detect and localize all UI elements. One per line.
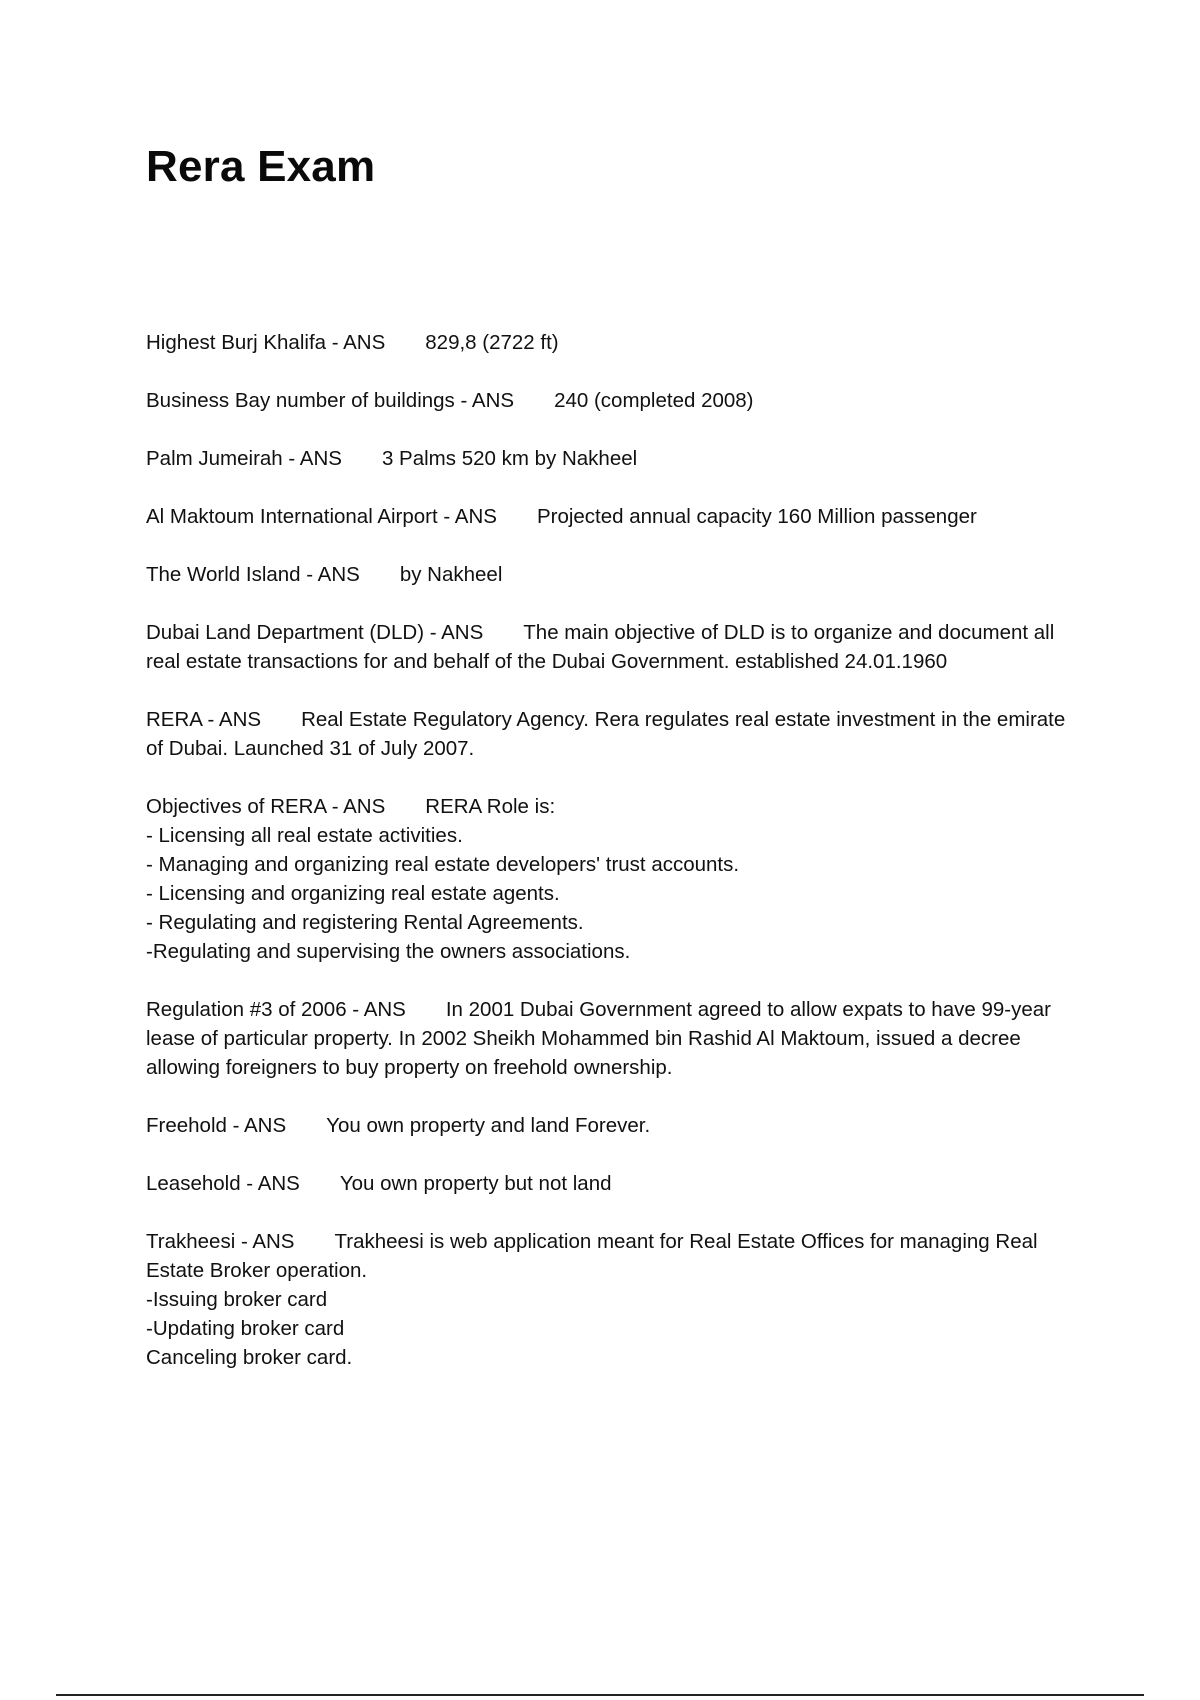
qa-item: [146, 1169, 1086, 1198]
answer-text: Projected annual capacity 160 Million passenger: [536, 505, 977, 528]
list-line: Canceling broker card.: [146, 1346, 353, 1369]
answer-text: The main objective of DLD is to organize and document all real estate transactions for and behalf of the Dubai Government. established 24.01.1960: [146, 621, 1055, 673]
answer-text: 829,8 (2722 ft): [425, 331, 559, 354]
qa-item: [146, 705, 1086, 763]
answer-text: RERA Role is:: [425, 795, 556, 818]
answer-text: 3 Palms 520 km by Nakheel: [381, 447, 638, 470]
qa-item: [146, 386, 1086, 415]
question-text: RERA - ANS: [146, 708, 262, 731]
answer-text: Trakheesi is web application meant for Real Estate Offices for managing Real Estate Broker operation.: [146, 1230, 1038, 1282]
question-text: Leasehold - ANS: [146, 1172, 300, 1195]
answer-text: In 2001 Dubai Government agreed to allow expats to have 99-year lease of particular property. In 2002 Sheikh Mohammed bin Rashid Al Maktoum, issued a decree allowing foreigners to buy property on freehold ownership.: [146, 998, 1051, 1079]
answer-text: 240 (completed 2008): [554, 389, 754, 412]
answer-text: You own property and land Forever.: [326, 1114, 651, 1137]
list-line: - Regulating and registering Rental Agreements.: [146, 911, 584, 934]
list-line: - Managing and organizing real estate developers' trust accounts.: [146, 853, 740, 876]
question-text: Al Maktoum International Airport - ANS: [146, 505, 497, 528]
qa-item: [146, 1227, 1086, 1372]
question-text: Regulation #3 of 2006 - ANS: [146, 998, 406, 1021]
qa-list: [146, 328, 1086, 1401]
question-text: Dubai Land Department (DLD) - ANS: [146, 621, 484, 644]
question-text: Trakheesi - ANS: [146, 1230, 295, 1253]
question-text: Highest Burj Khalifa - ANS: [146, 331, 386, 354]
qa-item: [146, 792, 1086, 966]
page-title: Rera Exam: [146, 142, 376, 191]
list-line: - Licensing and organizing real estate agents.: [146, 882, 560, 905]
question-text: Objectives of RERA - ANS: [146, 795, 386, 818]
qa-item: [146, 995, 1086, 1082]
question-text: Palm Jumeirah - ANS: [146, 447, 342, 470]
answer-text: You own property but not land: [339, 1172, 612, 1195]
qa-item: [146, 444, 1086, 473]
qa-item: [146, 502, 1086, 531]
answer-text: by Nakheel: [399, 563, 503, 586]
list-line: -Regulating and supervising the owners associations.: [146, 940, 631, 963]
footer-divider: [56, 1694, 1144, 1696]
qa-item: [146, 618, 1086, 676]
list-line: -Issuing broker card: [146, 1288, 328, 1311]
qa-item: [146, 328, 1086, 357]
question-text: Freehold - ANS: [146, 1114, 287, 1137]
list-line: -Updating broker card: [146, 1317, 345, 1340]
list-line: - Licensing all real estate activities.: [146, 824, 463, 847]
answer-text: Real Estate Regulatory Agency. Rera regulates real estate investment in the emirate of Dubai. Launched 31 of July 2007.: [146, 708, 1066, 760]
qa-item: [146, 1111, 1086, 1140]
question-text: Business Bay number of buildings - ANS: [146, 389, 515, 412]
question-text: The World Island - ANS: [146, 563, 360, 586]
qa-item: [146, 560, 1086, 589]
